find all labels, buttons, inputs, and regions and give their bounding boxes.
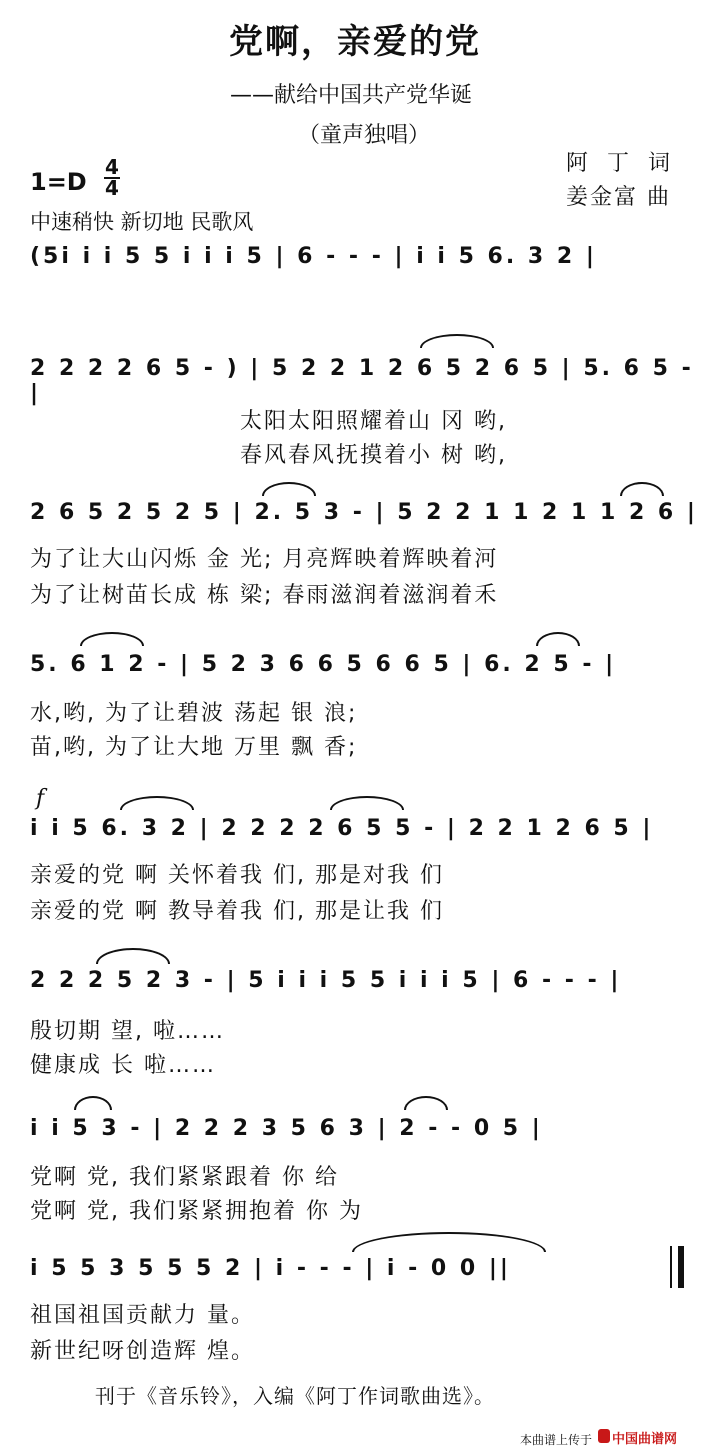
lyrics-line-3a: 为了让大山闪烁 金 光; 月亮辉映着辉映着河 (30, 547, 499, 572)
site-logo-icon (598, 1429, 610, 1443)
lyrics-line-6a: 殷切期 望, 啦…… (30, 1019, 225, 1044)
slur-mark (120, 796, 194, 810)
slur-mark (404, 1096, 448, 1110)
slur-mark (536, 632, 580, 646)
lyrics-line-2a: 太阳太阳照耀着山 冈 哟, (240, 409, 507, 434)
lyrics-line-3b: 为了让树苗长成 栋 梁; 春雨滋润着滋润着禾 (30, 583, 499, 608)
barline (670, 1246, 672, 1288)
lyrics-line-7a: 党啊 党, 我们紧紧跟着 你 给 (30, 1165, 339, 1190)
song-subtitle: ——献给中国共产党华诞 (230, 83, 473, 108)
performance-note: （童声独唱） (298, 123, 431, 148)
slur-mark (80, 632, 144, 646)
notation-line-2: 2 2 2 2 6 5 - ) | 5 2 2 1 2 6 5 2 6 5 | 5. 6 5 - | (30, 356, 694, 406)
tie-mark (352, 1232, 546, 1252)
lyrics-line-5b: 亲爱的党 啊 教导着我 们, 那是让我 们 (30, 899, 444, 924)
time-signature-top: 4 (105, 155, 119, 179)
slur-mark (74, 1096, 112, 1110)
lyrics-line-8b: 新世纪呀创造辉 煌。 (30, 1339, 255, 1364)
dynamic-forte: f (36, 786, 45, 811)
composer-credit: 姜金富 曲 (566, 185, 671, 210)
notation-line-1: (5i i i 5 5 i i i 5 | 6 - - - | i i 5 6. 3 2 | (30, 244, 597, 269)
time-signature-bottom: 4 (105, 176, 119, 200)
notation-line-3: 2 6 5 2 5 2 5 | 2. 5 3 - | 5 2 2 1 1 2 1 1 2 6 | (30, 500, 698, 525)
slur-mark (330, 796, 404, 810)
lyrics-line-4a: 水,哟, 为了让碧波 荡起 银 浪; (30, 701, 358, 726)
notation-line-5: i i 5 6. 3 2 | 2 2 2 2 6 5 5 - | 2 2 1 2 6 5 | (30, 816, 654, 841)
publication-note: 刊于《音乐铃》，入编《阿丁作词歌曲选》。 (95, 1384, 495, 1408)
slur-mark (96, 948, 170, 964)
notation-line-8: i 5 5 3 5 5 5 2 | i - - - | i - 0 0 || (30, 1256, 511, 1281)
site-name: 中国曲谱网 (612, 1432, 678, 1447)
slur-mark (620, 482, 664, 496)
tempo-marking: 中速稍快 新切地 民歌风 (30, 210, 254, 234)
notation-line-6: 2 2 2 5 2 3 - | 5 i i i 5 5 i i i 5 | 6 - - - | (30, 968, 622, 993)
slur-mark (262, 482, 316, 496)
notation-line-4: 5. 6 1 2 - | 5 2 3 6 6 5 6 6 5 | 6. 2 5 - | (30, 652, 617, 677)
key-signature: 1=D (30, 168, 87, 196)
lyrics-line-6b: 健康成 长 啦…… (30, 1053, 216, 1078)
final-barline (678, 1246, 684, 1288)
lyricist-credit: 阿 丁 词 (566, 151, 676, 176)
lyrics-line-2b: 春风春风抚摸着小 树 哟, (240, 443, 507, 468)
song-title: 党啊，亲爱的党 (229, 22, 481, 62)
lyrics-line-4b: 苗,哟, 为了让大地 万里 飘 香; (30, 735, 358, 760)
lyrics-line-5a: 亲爱的党 啊 关怀着我 们, 那是对我 们 (30, 863, 444, 888)
time-signature (104, 155, 120, 200)
lyrics-line-7b: 党啊 党, 我们紧紧拥抱着 你 为 (30, 1199, 363, 1224)
slur-mark (420, 334, 494, 348)
notation-line-7: i i 5 3 - | 2 2 2 3 5 6 3 | 2 - - 0 5 | (30, 1116, 543, 1141)
lyrics-line-8a: 祖国祖国贡献力 量。 (30, 1303, 255, 1328)
upload-note: 本曲谱上传于 (520, 1433, 593, 1447)
